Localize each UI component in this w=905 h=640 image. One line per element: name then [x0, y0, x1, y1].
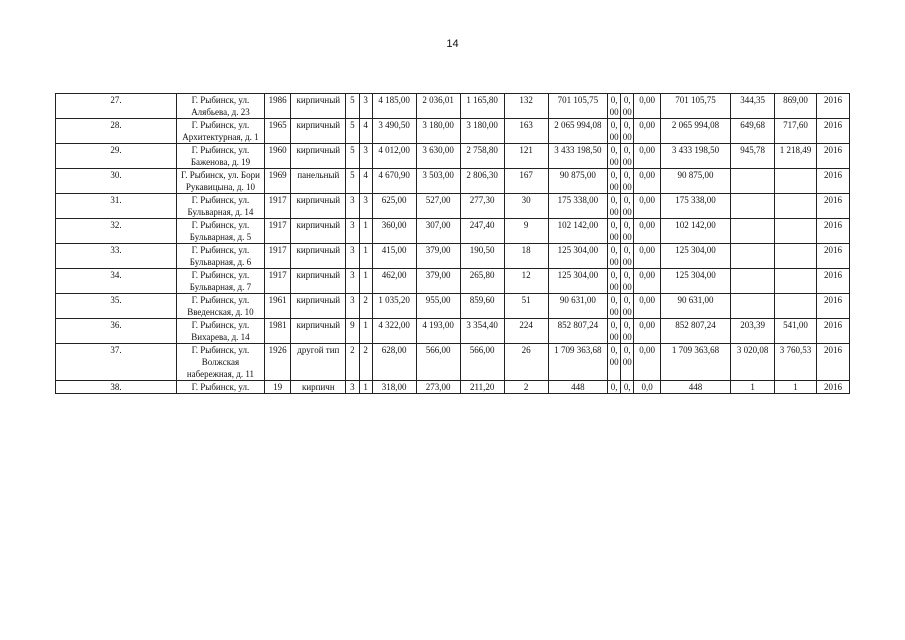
cell-wall-material: кирпичный: [291, 194, 346, 219]
cell-area-total: 4 012,00: [372, 144, 416, 169]
cell-residents: 18: [504, 244, 548, 269]
cell-plan-year: 2016: [816, 294, 849, 319]
cell-limit-per-m2: 1 218,49: [775, 144, 817, 169]
cell-plan-year: 2016: [816, 219, 849, 244]
cell-address: Г. Рыбинск, ул. Бульварная, д. 5: [176, 219, 264, 244]
cell-limit-per-m2: 1: [775, 381, 817, 394]
cell-total-cost: 125 304,00: [660, 269, 730, 294]
cell-area-private: 265,80: [460, 269, 504, 294]
cell-wall-material: кирпичный: [291, 294, 346, 319]
cell-area-total: 3 490,50: [372, 119, 416, 144]
cell-total-cost: 175 338,00: [660, 194, 730, 219]
cell-wall-material: кирпичный: [291, 269, 346, 294]
cell-limit-per-m2: [775, 244, 817, 269]
cell-row-number: 32.: [56, 219, 177, 244]
cell-build-year: 1917: [264, 269, 290, 294]
cell-total-cost: 125 304,00: [660, 244, 730, 269]
cell-entrances: 4: [359, 169, 372, 194]
table-row: [56, 319, 850, 344]
page-number: 14: [446, 38, 459, 50]
cell-build-year: 1917: [264, 244, 290, 269]
cell-zero-2: 0,00: [621, 194, 634, 219]
cell-entrances: 1: [359, 319, 372, 344]
cell-cost: 852 807,24: [548, 319, 607, 344]
cell-entrances: 1: [359, 244, 372, 269]
cell-cost: 90 631,00: [548, 294, 607, 319]
cell-total-cost: 852 807,24: [660, 319, 730, 344]
cell-zero-2: 0,00: [621, 244, 634, 269]
cell-wall-material: кирпичный: [291, 144, 346, 169]
cell-address: Г. Рыбинск, ул. Вихарева, д. 14: [176, 319, 264, 344]
cell-area-total: 625,00: [372, 194, 416, 219]
cell-build-year: 1961: [264, 294, 290, 319]
cell-plan-year: 2016: [816, 144, 849, 169]
cell-total-cost: 3 433 198,50: [660, 144, 730, 169]
cell-zero-1: 0,: [608, 381, 621, 394]
cell-zero-3: 0,00: [634, 344, 660, 381]
cell-row-number: 31.: [56, 194, 177, 219]
cell-area-total: 4 322,00: [372, 319, 416, 344]
cell-zero-1: 0,00: [608, 319, 621, 344]
cell-floors: 3: [346, 244, 359, 269]
cell-zero-2: 0,00: [621, 294, 634, 319]
cell-entrances: 1: [359, 269, 372, 294]
cell-cost: 701 105,75: [548, 94, 607, 119]
cell-address: Г. Рыбинск, ул. Волжская набережная, д. 11: [176, 344, 264, 381]
cell-residents: 12: [504, 269, 548, 294]
cell-floors: 5: [346, 169, 359, 194]
cell-zero-2: 0,: [621, 381, 634, 394]
cell-area-total: 1 035,20: [372, 294, 416, 319]
cell-row-number: 29.: [56, 144, 177, 169]
cell-area-living: 3 630,00: [416, 144, 460, 169]
cell-area-private: 859,60: [460, 294, 504, 319]
cell-address: Г. Рыбинск, ул. Бори Рукавицына, д. 10: [176, 169, 264, 194]
cell-area-total: 462,00: [372, 269, 416, 294]
cell-address: Г. Рыбинск, ул. Введенская, д. 10: [176, 294, 264, 319]
cell-floors: 2: [346, 344, 359, 381]
table-row: [56, 169, 850, 194]
cell-zero-1: 0,00: [608, 194, 621, 219]
table-row: [56, 144, 850, 169]
cell-area-living: 2 036,01: [416, 94, 460, 119]
buildings-table: [55, 93, 850, 394]
cell-area-private: 277,30: [460, 194, 504, 219]
cell-area-living: 566,00: [416, 344, 460, 381]
table-row: [56, 94, 850, 119]
cell-area-private: 2 806,30: [460, 169, 504, 194]
cell-zero-1: 0,00: [608, 119, 621, 144]
cell-residents: 132: [504, 94, 548, 119]
cell-plan-year: 2016: [816, 244, 849, 269]
cell-floors: 5: [346, 119, 359, 144]
cell-plan-year: 2016: [816, 381, 849, 394]
cell-residents: 9: [504, 219, 548, 244]
cell-zero-3: 0,00: [634, 269, 660, 294]
cell-entrances: 2: [359, 344, 372, 381]
cell-total-cost: 90 875,00: [660, 169, 730, 194]
cell-limit-per-m2: 541,00: [775, 319, 817, 344]
cell-area-total: 415,00: [372, 244, 416, 269]
cell-zero-3: 0,00: [634, 244, 660, 269]
cell-row-number: 34.: [56, 269, 177, 294]
cell-plan-year: 2016: [816, 194, 849, 219]
table-row: [56, 219, 850, 244]
table-row: [56, 244, 850, 269]
cell-floors: 5: [346, 94, 359, 119]
cell-wall-material: кирпичный: [291, 319, 346, 344]
cell-area-living: 955,00: [416, 294, 460, 319]
cell-limit-per-m2: 3 760,53: [775, 344, 817, 381]
cell-plan-year: 2016: [816, 94, 849, 119]
cell-plan-year: 2016: [816, 344, 849, 381]
cell-plan-year: 2016: [816, 269, 849, 294]
cell-total-cost: 90 631,00: [660, 294, 730, 319]
cell-zero-1: 0,00: [608, 294, 621, 319]
cell-zero-3: 0,00: [634, 169, 660, 194]
cell-total-cost: 448: [660, 381, 730, 394]
cell-row-number: 35.: [56, 294, 177, 319]
cell-wall-material: кирпичн: [291, 381, 346, 394]
cell-area-living: 527,00: [416, 194, 460, 219]
cell-build-year: 1917: [264, 194, 290, 219]
cell-address: Г. Рыбинск, ул. Баженова, д. 19: [176, 144, 264, 169]
cell-total-cost: 701 105,75: [660, 94, 730, 119]
cell-area-private: 247,40: [460, 219, 504, 244]
cell-residents: 163: [504, 119, 548, 144]
cell-cost-per-m2: [731, 169, 775, 194]
cell-zero-3: 0,00: [634, 294, 660, 319]
cell-entrances: 2: [359, 294, 372, 319]
cell-entrances: 1: [359, 219, 372, 244]
cell-limit-per-m2: 869,00: [775, 94, 817, 119]
cell-wall-material: другой тип: [291, 344, 346, 381]
cell-total-cost: 1 709 363,68: [660, 344, 730, 381]
table-row: [56, 344, 850, 381]
cell-plan-year: 2016: [816, 319, 849, 344]
cell-area-total: 4 185,00: [372, 94, 416, 119]
cell-area-private: 2 758,80: [460, 144, 504, 169]
cell-area-living: 273,00: [416, 381, 460, 394]
cell-plan-year: 2016: [816, 169, 849, 194]
cell-area-private: 566,00: [460, 344, 504, 381]
table-row: [56, 194, 850, 219]
cell-cost-per-m2: 945,78: [731, 144, 775, 169]
cell-cost-per-m2: [731, 269, 775, 294]
cell-cost: 2 065 994,08: [548, 119, 607, 144]
cell-cost: 3 433 198,50: [548, 144, 607, 169]
cell-area-total: 360,00: [372, 219, 416, 244]
cell-build-year: 1986: [264, 94, 290, 119]
cell-floors: 9: [346, 319, 359, 344]
cell-floors: 3: [346, 381, 359, 394]
cell-zero-3: 0,00: [634, 144, 660, 169]
cell-cost-per-m2: 3 020,08: [731, 344, 775, 381]
cell-area-total: 628,00: [372, 344, 416, 381]
cell-residents: 30: [504, 194, 548, 219]
cell-area-private: 190,50: [460, 244, 504, 269]
table-row: [56, 269, 850, 294]
cell-row-number: 28.: [56, 119, 177, 144]
cell-zero-3: 0,00: [634, 319, 660, 344]
cell-wall-material: панельный: [291, 169, 346, 194]
cell-residents: 167: [504, 169, 548, 194]
cell-row-number: 27.: [56, 94, 177, 119]
cell-entrances: 4: [359, 119, 372, 144]
cell-cost: 175 338,00: [548, 194, 607, 219]
cell-residents: 224: [504, 319, 548, 344]
cell-zero-1: 0,00: [608, 344, 621, 381]
cell-area-private: 211,20: [460, 381, 504, 394]
cell-entrances: 1: [359, 381, 372, 394]
cell-zero-2: 0,00: [621, 344, 634, 381]
cell-floors: 3: [346, 219, 359, 244]
cell-build-year: 1981: [264, 319, 290, 344]
cell-residents: 2: [504, 381, 548, 394]
cell-build-year: 1969: [264, 169, 290, 194]
cell-floors: 3: [346, 294, 359, 319]
cell-cost-per-m2: 649,68: [731, 119, 775, 144]
cell-build-year: 1926: [264, 344, 290, 381]
cell-zero-1: 0,00: [608, 219, 621, 244]
cell-floors: 3: [346, 269, 359, 294]
cell-cost-per-m2: [731, 294, 775, 319]
cell-zero-1: 0,00: [608, 244, 621, 269]
cell-entrances: 3: [359, 144, 372, 169]
cell-floors: 5: [346, 144, 359, 169]
cell-area-private: 3 354,40: [460, 319, 504, 344]
cell-wall-material: кирпичный: [291, 244, 346, 269]
cell-limit-per-m2: 717,60: [775, 119, 817, 144]
cell-total-cost: 102 142,00: [660, 219, 730, 244]
cell-residents: 51: [504, 294, 548, 319]
cell-address: Г. Рыбинск, ул. Бульварная, д. 6: [176, 244, 264, 269]
cell-wall-material: кирпичный: [291, 219, 346, 244]
cell-zero-2: 0,00: [621, 119, 634, 144]
cell-zero-2: 0,00: [621, 319, 634, 344]
cell-row-number: 30.: [56, 169, 177, 194]
cell-cost: 125 304,00: [548, 269, 607, 294]
cell-zero-2: 0,00: [621, 144, 634, 169]
cell-wall-material: кирпичный: [291, 94, 346, 119]
table-row: [56, 119, 850, 144]
cell-row-number: 36.: [56, 319, 177, 344]
cell-cost-per-m2: [731, 219, 775, 244]
cell-residents: 121: [504, 144, 548, 169]
cell-address: Г. Рыбинск, ул. Бульварная, д. 14: [176, 194, 264, 219]
cell-zero-3: 0,00: [634, 219, 660, 244]
cell-area-living: 379,00: [416, 244, 460, 269]
cell-plan-year: 2016: [816, 119, 849, 144]
cell-area-private: 1 165,80: [460, 94, 504, 119]
cell-limit-per-m2: [775, 294, 817, 319]
cell-zero-2: 0,00: [621, 94, 634, 119]
cell-zero-2: 0,00: [621, 169, 634, 194]
cell-cost-per-m2: 1: [731, 381, 775, 394]
cell-limit-per-m2: [775, 169, 817, 194]
cell-entrances: 3: [359, 94, 372, 119]
cell-area-private: 3 180,00: [460, 119, 504, 144]
cell-cost: 125 304,00: [548, 244, 607, 269]
cell-row-number: 33.: [56, 244, 177, 269]
cell-entrances: 3: [359, 194, 372, 219]
cell-zero-1: 0,00: [608, 269, 621, 294]
cell-zero-1: 0,00: [608, 144, 621, 169]
cell-limit-per-m2: [775, 269, 817, 294]
cell-row-number: 38.: [56, 381, 177, 394]
cell-cost: 448: [548, 381, 607, 394]
cell-cost-per-m2: 203,39: [731, 319, 775, 344]
cell-area-living: 3 180,00: [416, 119, 460, 144]
cell-zero-1: 0,00: [608, 169, 621, 194]
table-row: [56, 381, 850, 394]
cell-zero-3: 0,0: [634, 381, 660, 394]
cell-address: Г. Рыбинск, ул.: [176, 381, 264, 394]
cell-area-living: 379,00: [416, 269, 460, 294]
cell-cost: 102 142,00: [548, 219, 607, 244]
cell-cost-per-m2: 344,35: [731, 94, 775, 119]
cell-build-year: 1960: [264, 144, 290, 169]
cell-zero-2: 0,00: [621, 219, 634, 244]
cell-cost: 1 709 363,68: [548, 344, 607, 381]
cell-area-total: 318,00: [372, 381, 416, 394]
cell-total-cost: 2 065 994,08: [660, 119, 730, 144]
cell-area-living: 307,00: [416, 219, 460, 244]
cell-row-number: 37.: [56, 344, 177, 381]
cell-wall-material: кирпичный: [291, 119, 346, 144]
cell-zero-3: 0,00: [634, 94, 660, 119]
cell-limit-per-m2: [775, 219, 817, 244]
cell-address: Г. Рыбинск, ул. Архитектурная, д. 1: [176, 119, 264, 144]
cell-cost-per-m2: [731, 244, 775, 269]
cell-zero-3: 0,00: [634, 194, 660, 219]
cell-address: Г. Рыбинск, ул. Бульварная, д. 7: [176, 269, 264, 294]
cell-zero-1: 0,00: [608, 94, 621, 119]
cell-cost: 90 875,00: [548, 169, 607, 194]
cell-residents: 26: [504, 344, 548, 381]
cell-zero-3: 0,00: [634, 119, 660, 144]
cell-cost-per-m2: [731, 194, 775, 219]
table-row: [56, 294, 850, 319]
cell-build-year: 1965: [264, 119, 290, 144]
cell-area-total: 4 670,90: [372, 169, 416, 194]
cell-floors: 3: [346, 194, 359, 219]
cell-address: Г. Рыбинск, ул. Алябьева, д. 23: [176, 94, 264, 119]
cell-zero-2: 0,00: [621, 269, 634, 294]
cell-area-living: 3 503,00: [416, 169, 460, 194]
cell-build-year: 19: [264, 381, 290, 394]
cell-area-living: 4 193,00: [416, 319, 460, 344]
cell-build-year: 1917: [264, 219, 290, 244]
cell-limit-per-m2: [775, 194, 817, 219]
